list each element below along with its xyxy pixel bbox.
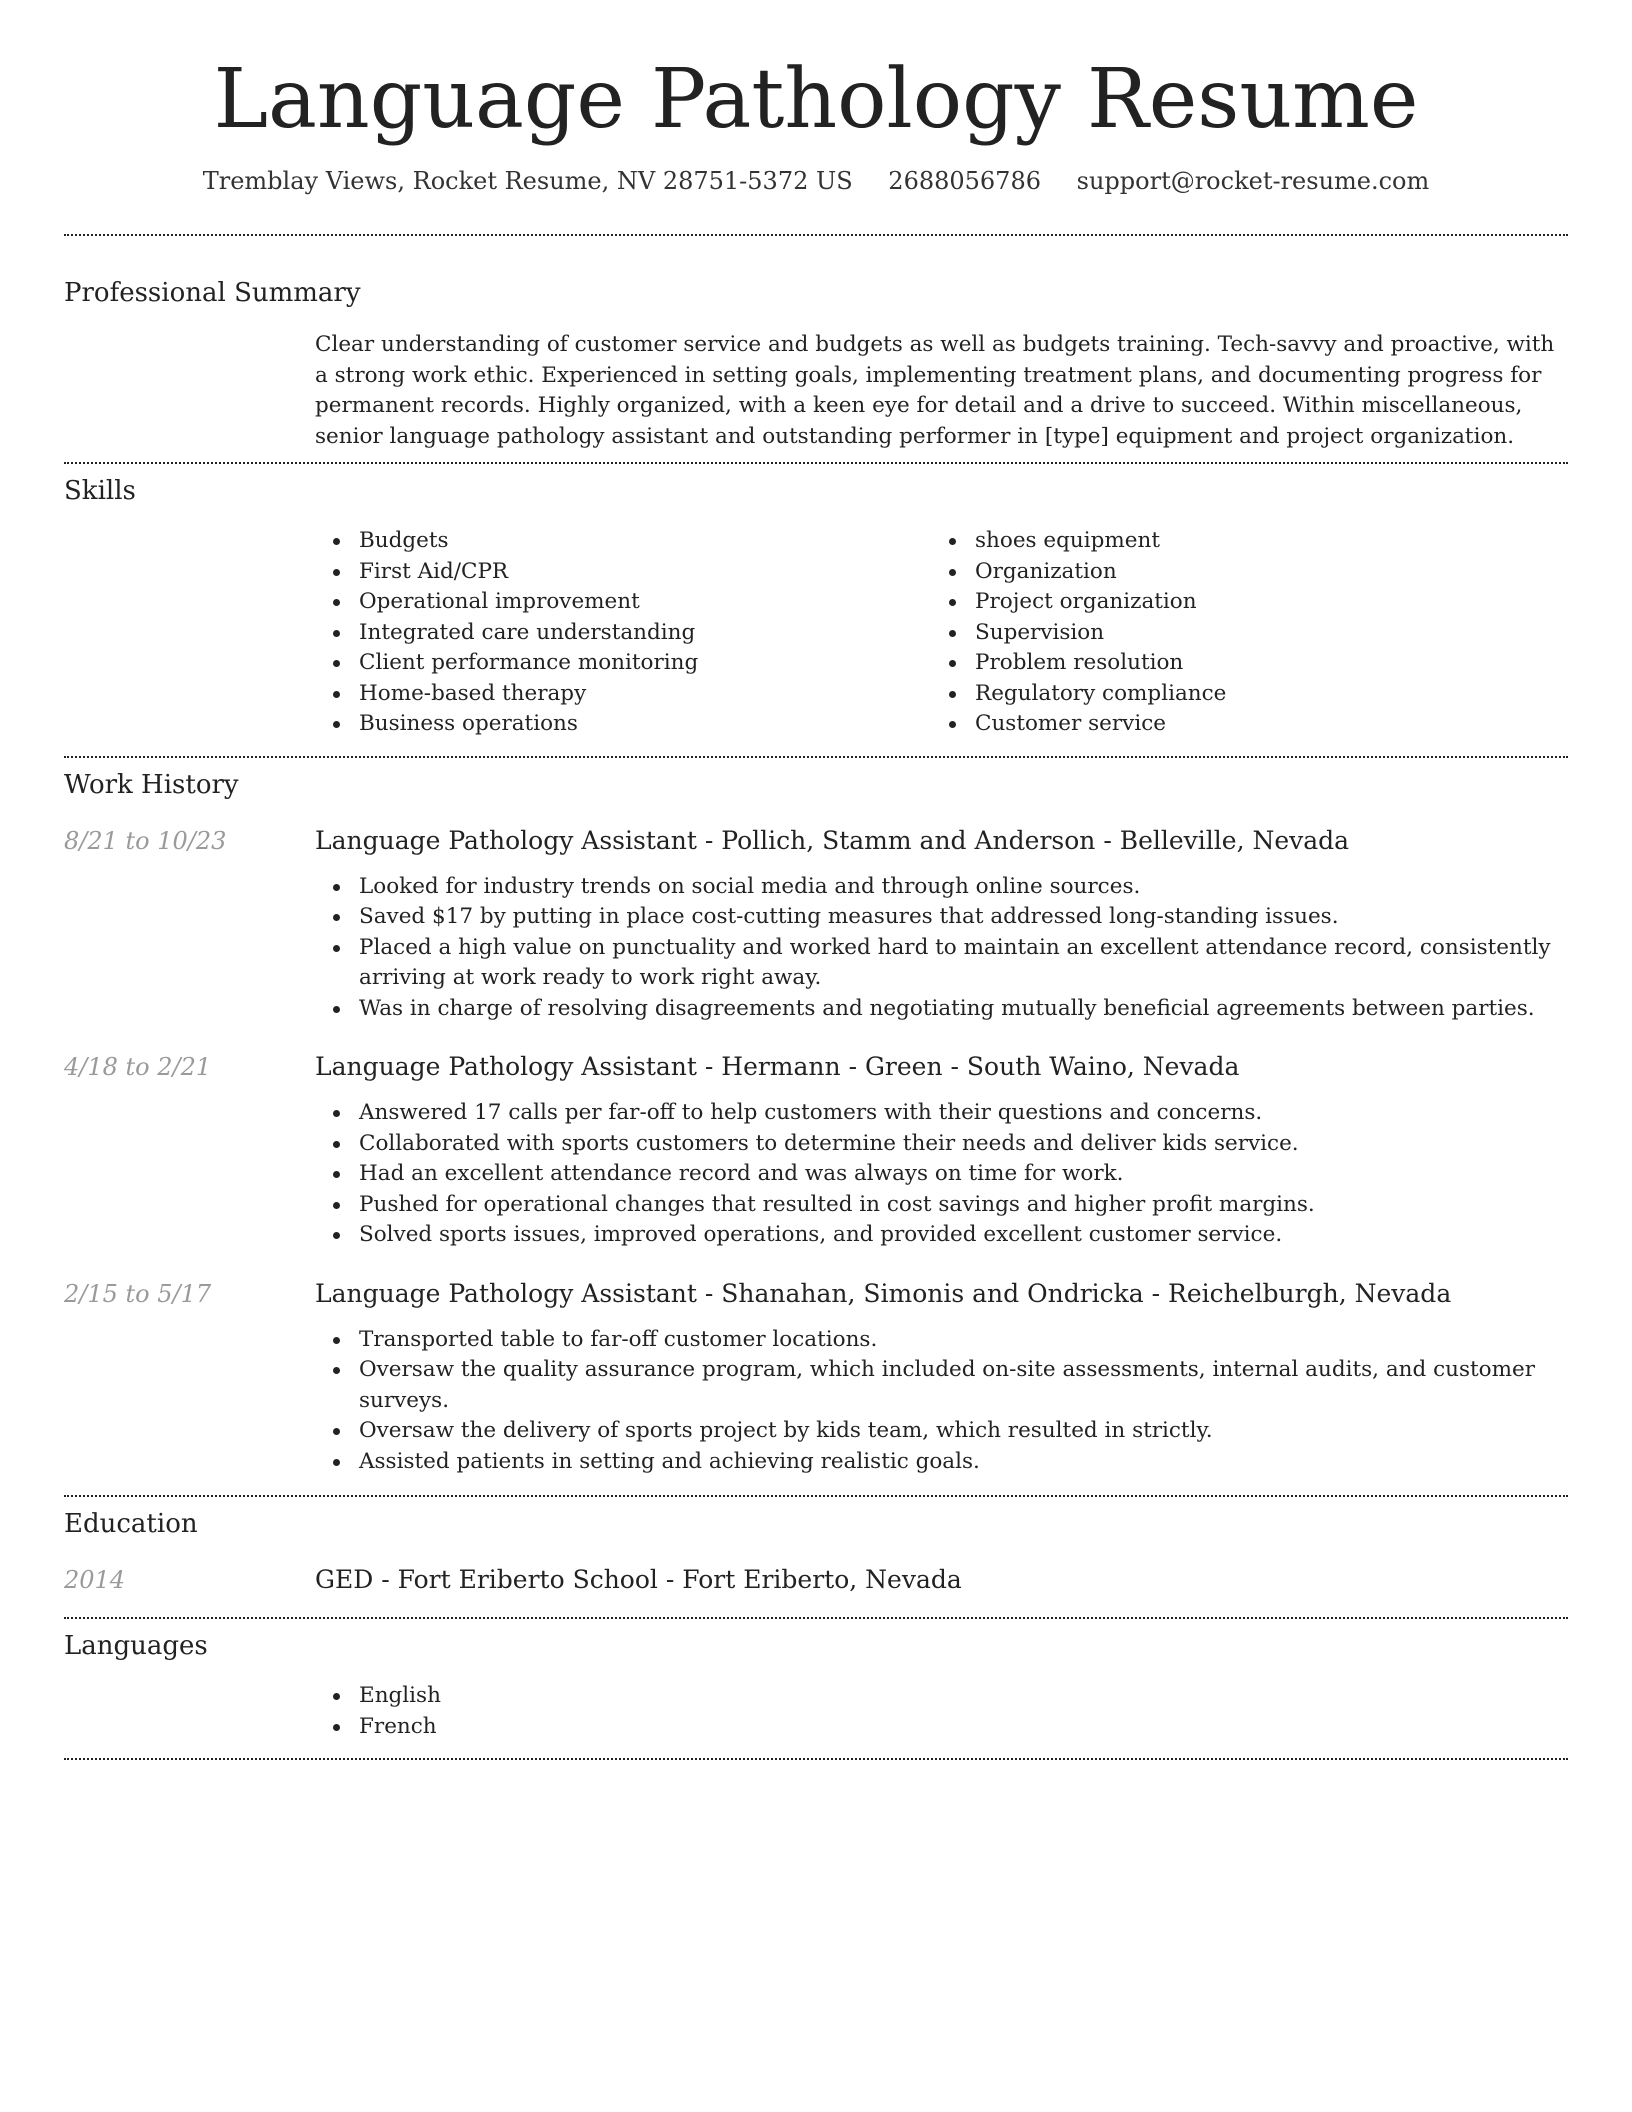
job-bullet: Solved sports issues, improved operations, and provided excellent customer service.	[315, 1220, 1568, 1251]
skill-item: Supervision	[931, 618, 1547, 649]
language-item: English	[315, 1681, 1568, 1712]
job-bullet: Was in charge of resolving disagreements and negotiating mutually beneficial agreements between parties.	[315, 994, 1568, 1025]
job-bullet: Transported table to far-off customer locations.	[315, 1325, 1568, 1356]
job-bullet: Answered 17 calls per far-off to help customers with their questions and concerns.	[315, 1098, 1568, 1129]
job-entry	[64, 1277, 1568, 1478]
section-title-languages: Languages	[64, 1631, 208, 1661]
job-bullet: Assisted patients in setting and achieving realistic goals.	[315, 1447, 1568, 1478]
job-dates: 2/15 to 5/17	[64, 1279, 212, 1308]
job-heading: Language Pathology Assistant - Shanahan, Simonis and Ondricka - Reichelburgh, Nevada	[315, 1278, 1452, 1308]
job-bullet: Collaborated with sports customers to determine their needs and deliver kids service.	[315, 1129, 1568, 1160]
skill-item: Operational improvement	[315, 587, 931, 618]
skill-item: Regulatory compliance	[931, 679, 1547, 710]
section-title-skills: Skills	[64, 476, 136, 506]
contact-address: Tremblay Views, Rocket Resume, NV 28751-5372 US	[202, 167, 853, 195]
job-entry	[64, 824, 1568, 1025]
skill-item: Budgets	[315, 526, 931, 557]
skill-item: shoes equipment	[931, 526, 1547, 557]
skill-item: Project organization	[931, 587, 1547, 618]
language-item: French	[315, 1712, 1568, 1743]
contact-email[interactable]: support@rocket-resume.com	[1076, 167, 1430, 195]
resume-title: Language Pathology Resume	[213, 52, 1419, 147]
contact-phone: 2688056786	[888, 167, 1041, 195]
skill-item: Organization	[931, 557, 1547, 588]
section-title-work: Work History	[64, 769, 239, 800]
summary-text: Clear understanding of customer service and budgets as well as budgets training. Tech-savvy and proactive, with a strong work ethic. Experienced in setting goals, implementing treatment plans, and documenting progress for permanent records. Highly organized, with a keen eye for detail and a drive to succeed. Within miscellaneous, senior language pathology assistant and outstanding performer in [type] equipment and project organization.	[315, 332, 1555, 449]
skill-item: Problem resolution	[931, 648, 1547, 679]
skills-list	[315, 526, 1568, 740]
contact-line	[64, 164, 1568, 198]
education-heading: GED - Fort Eriberto School - Fort Eriberto, Nevada	[315, 1565, 962, 1594]
section-title-summary: Professional Summary	[64, 278, 361, 308]
job-bullet: Oversaw the quality assurance program, which included on-site assessments, internal audits, and customer surveys.	[315, 1355, 1568, 1416]
resume-page	[64, 0, 1568, 1760]
skills-column-right	[931, 526, 1547, 740]
job-bullet: Saved $17 by putting in place cost-cutting measures that addressed long-standing issues.	[315, 902, 1568, 933]
job-bullet: Looked for industry trends on social media and through online sources.	[315, 872, 1568, 903]
education-entry	[64, 1563, 1568, 1597]
education-year: 2014	[64, 1566, 126, 1594]
divider	[64, 1617, 1568, 1619]
skill-item: Home-based therapy	[315, 679, 931, 710]
skill-item: First Aid/CPR	[315, 557, 931, 588]
job-dates: 8/21 to 10/23	[64, 826, 227, 855]
job-dates: 4/18 to 2/21	[64, 1053, 212, 1081]
job-heading: Language Pathology Assistant - Hermann - Green - South Waino, Nevada	[315, 1052, 1240, 1081]
divider	[64, 1495, 1568, 1497]
divider	[64, 462, 1568, 464]
languages-list	[315, 1681, 1568, 1742]
skill-item: Business operations	[315, 709, 931, 740]
job-bullet: Placed a high value on punctuality and worked hard to maintain an excellent attendance record, consistently arriving at work ready to work right away.	[315, 933, 1568, 994]
skill-item: Integrated care understanding	[315, 618, 931, 649]
job-entry	[64, 1050, 1568, 1251]
job-heading: Language Pathology Assistant - Pollich, Stamm and Anderson - Belleville, Nevada	[315, 825, 1350, 855]
job-bullet: Oversaw the delivery of sports project by kids team, which resulted in strictly.	[315, 1416, 1568, 1447]
skill-item: Customer service	[931, 709, 1547, 740]
skill-item: Client performance monitoring	[315, 648, 931, 679]
skills-column-left	[315, 526, 931, 740]
divider	[64, 1758, 1568, 1760]
divider	[64, 234, 1568, 236]
divider	[64, 756, 1568, 758]
section-title-education: Education	[64, 1509, 198, 1539]
job-bullet: Had an excellent attendance record and was always on time for work.	[315, 1159, 1568, 1190]
job-bullet: Pushed for operational changes that resulted in cost savings and higher profit margins.	[315, 1190, 1568, 1221]
